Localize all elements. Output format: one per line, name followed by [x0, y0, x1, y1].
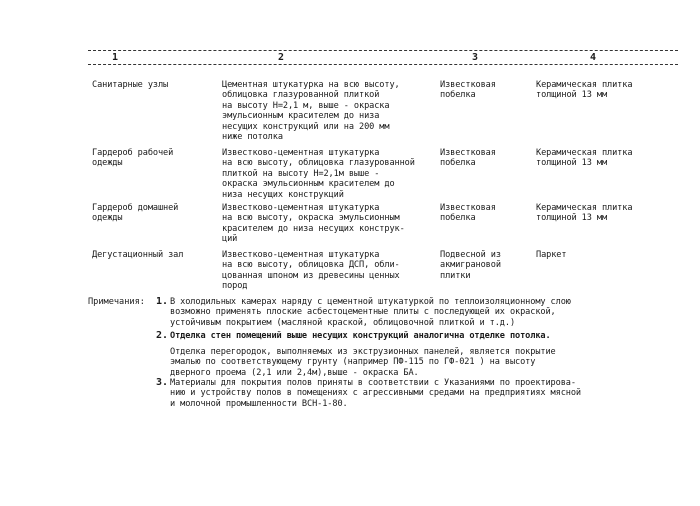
note-3-number: 3. — [156, 377, 169, 388]
table-row-2-room: Гардероб рабочей одежды — [92, 148, 174, 169]
table-row-1-room: Санитарные узлы — [92, 80, 169, 90]
table-row-3-ceiling: Известковая побелка — [440, 203, 496, 224]
table-top-rule — [88, 50, 678, 51]
table-row-3-walls: Известково-цементная штукатурка на всю высоту, окраска эмульсионным красителем до низа несущих конструк- ций — [222, 203, 405, 245]
table-row-4-room: Дегустационный зал — [92, 250, 184, 260]
column-number-1: 1 — [112, 52, 119, 63]
note-2-number: 2. — [156, 330, 169, 341]
note-1-number: 1. — [156, 296, 169, 307]
column-number-4: 4 — [590, 52, 597, 63]
note-3-text: Материалы для покрытия полов приняты в соответствии с Указаниями по проектирова- нию и устройству полов в помещениях с агрессивными средами на предприятиях мясной и молочной промышленности ВСН-1-80. — [170, 378, 581, 409]
table-row-3-floor: Керамическая плитка толщиной 13 мм — [536, 203, 633, 224]
note-1-text: В холодильных камерах наряду с цементной штукатуркой по теплоизоляционному слою возможно применять плоские асбестоцементные плиты с последующей их окраской, устойчивым покрытием (масляной краской, облицовочной плиткой и т.д.) — [170, 297, 571, 328]
table-row-2-ceiling: Известковая побелка — [440, 148, 496, 169]
table-row-4-walls: Известково-цементная штукатурка на всю высоту, облицовка ДСП, обли- цованная шпоном из древесины ценных пород — [222, 250, 400, 292]
table-row-1-walls: Цементная штукатурка на всю высоту, облицовка глазурованной плиткой на высоту Н=2,1 м, выше - окраска эмульсионным красителем до низа несущих конструкций или на 200 мм ниже потолка — [222, 80, 400, 143]
table-row-2-walls: Известково-цементная штукатурка на всю высоту, облицовка глазурованной плиткой на высоту Н=2,1м выше - окраска эмульсионным красителем до низа несущих конструкций — [222, 148, 415, 200]
note-2-text: Отделка стен помещений выше несущих конструкций аналогична отделке потолка. — [170, 331, 551, 341]
column-number-3: 3 — [472, 52, 479, 63]
note-2b-text: Отделка перегородок, выполняемых из экструзионных панелей, является покрытие эмалью по соответствующему грунту (например ПФ-115 по ГФ-021 ) на высоту дверного проема (2,1 или 2,4м),выше - окраска БА. — [170, 347, 556, 378]
table-row-1-ceiling: Известковая побелка — [440, 80, 496, 101]
table-row-4-floor: Паркет — [536, 250, 567, 260]
table-row-1-floor: Керамическая плитка толщиной 13 мм — [536, 80, 633, 101]
table-row-4-ceiling: Подвесной из акмиграновой плитки — [440, 250, 501, 281]
table-header-rule — [88, 64, 678, 65]
notes-label: Примечания: — [88, 297, 145, 307]
column-number-2: 2 — [278, 52, 285, 63]
table-row-3-room: Гардероб домашней одежды — [92, 203, 179, 224]
table-row-2-floor: Керамическая плитка толщиной 13 мм — [536, 148, 633, 169]
